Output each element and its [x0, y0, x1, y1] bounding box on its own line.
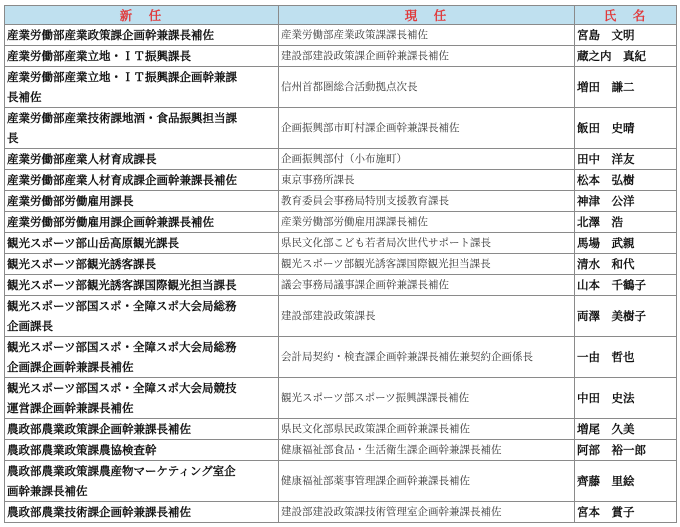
name-cell: 齊藤 里絵 — [575, 461, 677, 502]
new-position-cell: 産業労働部産業人材育成課長 — [5, 149, 279, 170]
name-cell: 松本 弘樹 — [575, 170, 677, 191]
table-row — [5, 25, 677, 46]
current-position-cell: 信州首都圏総合活動拠点次長 — [279, 67, 575, 108]
table-row — [5, 502, 677, 523]
current-position-cell: 教育委員会事務局特別支援教育課長 — [279, 191, 575, 212]
name-cell: 宮島 文明 — [575, 25, 677, 46]
current-position-cell: 観光スポーツ部観光誘客課国際観光担当課長 — [279, 254, 575, 275]
table-row — [5, 378, 677, 419]
table-row — [5, 296, 677, 337]
current-position-cell: 企画振興部付（小布施町） — [279, 149, 575, 170]
current-position-cell: 観光スポーツ部スポーツ振興課課長補佐 — [279, 378, 575, 419]
new-position-cell: 産業労働部産業技術課地酒・食品振興担当課 長 — [5, 108, 279, 149]
current-position-cell: 建設部建設政策課企画幹兼課長補佐 — [279, 46, 575, 67]
current-position-cell: 県民文化部県民政策課企画幹兼課長補佐 — [279, 419, 575, 440]
personnel-table — [4, 5, 677, 523]
new-position-cell: 産業労働部産業立地・ＩＴ振興課長 — [5, 46, 279, 67]
table-row — [5, 254, 677, 275]
table-row — [5, 67, 677, 108]
name-cell: 蔵之内 真紀 — [575, 46, 677, 67]
header-name: 氏 名 — [575, 6, 677, 25]
new-position-cell: 産業労働部産業政策課企画幹兼課長補佐 — [5, 25, 279, 46]
name-cell: 山本 千鶴子 — [575, 275, 677, 296]
name-cell: 神津 公洋 — [575, 191, 677, 212]
table-row — [5, 440, 677, 461]
name-cell: 飯田 史晴 — [575, 108, 677, 149]
current-position-cell: 会計局契約・検査課企画幹兼課長補佐兼契約企画係長 — [279, 337, 575, 378]
table-row — [5, 233, 677, 254]
name-cell: 宮本 賞子 — [575, 502, 677, 523]
new-position-cell: 産業労働部労働雇用課長 — [5, 191, 279, 212]
name-cell: 両澤 美樹子 — [575, 296, 677, 337]
name-cell: 増田 謙二 — [575, 67, 677, 108]
current-position-cell: 議会事務局議事課企画幹兼課長補佐 — [279, 275, 575, 296]
new-position-cell: 産業労働部労働雇用課企画幹兼課長補佐 — [5, 212, 279, 233]
new-position-cell: 観光スポーツ部観光誘客課国際観光担当課長 — [5, 275, 279, 296]
name-cell: 馬場 武親 — [575, 233, 677, 254]
name-cell: 田中 洋友 — [575, 149, 677, 170]
name-cell: 北澤 浩 — [575, 212, 677, 233]
current-position-cell: 健康福祉部薬事管理課企画幹兼課長補佐 — [279, 461, 575, 502]
current-position-cell: 建設部建設政策課長 — [279, 296, 575, 337]
header-row — [5, 6, 677, 25]
table-row — [5, 170, 677, 191]
new-position-cell: 農政部農業技術課企画幹兼課長補佐 — [5, 502, 279, 523]
table-row — [5, 419, 677, 440]
new-position-cell: 産業労働部産業立地・ＩＴ振興課企画幹兼課 長補佐 — [5, 67, 279, 108]
new-position-cell: 観光スポーツ部国スポ・全障スポ大会局競技 運営課企画幹兼課長補佐 — [5, 378, 279, 419]
table-row — [5, 212, 677, 233]
current-position-cell: 産業労働部労働雇用課課長補佐 — [279, 212, 575, 233]
table-row — [5, 337, 677, 378]
header-current-position: 現 任 — [279, 6, 575, 25]
table-row — [5, 191, 677, 212]
name-cell: 阿部 裕一郎 — [575, 440, 677, 461]
current-position-cell: 企画振興部市町村課企画幹兼課長補佐 — [279, 108, 575, 149]
current-position-cell: 産業労働部産業政策課課長補佐 — [279, 25, 575, 46]
new-position-cell: 観光スポーツ部山岳高原観光課長 — [5, 233, 279, 254]
name-cell: 増尾 久美 — [575, 419, 677, 440]
new-position-cell: 観光スポーツ部国スポ・全障スポ大会局総務 企画課長 — [5, 296, 279, 337]
new-position-cell: 産業労働部産業人材育成課企画幹兼課長補佐 — [5, 170, 279, 191]
new-position-cell: 農政部農業政策課企画幹兼課長補佐 — [5, 419, 279, 440]
current-position-cell: 県民文化部こども若者局次世代サポート課長 — [279, 233, 575, 254]
new-position-cell: 観光スポーツ部国スポ・全障スポ大会局総務 企画課企画幹兼課長補佐 — [5, 337, 279, 378]
header-new-position: 新 任 — [5, 6, 279, 25]
new-position-cell: 農政部農業政策課農協検査幹 — [5, 440, 279, 461]
table-row — [5, 108, 677, 149]
name-cell: 清水 和代 — [575, 254, 677, 275]
name-cell: 中田 史法 — [575, 378, 677, 419]
current-position-cell: 東京事務所課長 — [279, 170, 575, 191]
current-position-cell: 建設部建設政策課技術管理室企画幹兼課長補佐 — [279, 502, 575, 523]
new-position-cell: 観光スポーツ部観光誘客課長 — [5, 254, 279, 275]
table-row — [5, 275, 677, 296]
new-position-cell: 農政部農業政策課農産物マーケティング室企 画幹兼課長補佐 — [5, 461, 279, 502]
table-row — [5, 461, 677, 502]
table-row — [5, 46, 677, 67]
current-position-cell: 健康福祉部食品・生活衛生課企画幹兼課長補佐 — [279, 440, 575, 461]
table-row — [5, 149, 677, 170]
name-cell: 一由 哲也 — [575, 337, 677, 378]
